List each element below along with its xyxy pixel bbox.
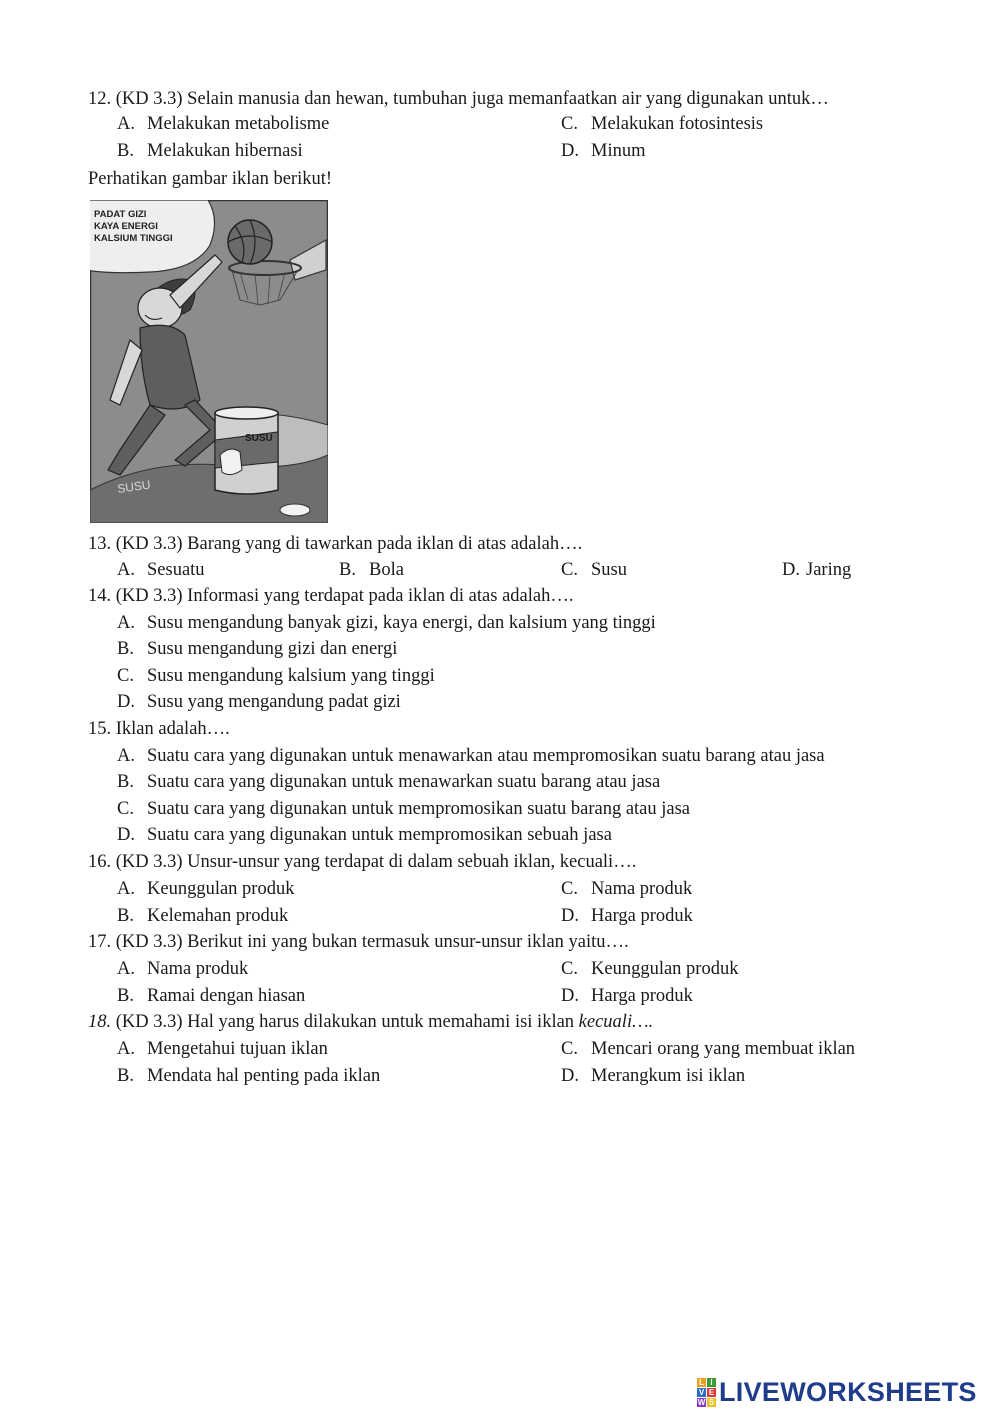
option-text: Keunggulan produk	[147, 879, 295, 899]
q13-option-d[interactable]	[782, 559, 851, 581]
q18-option-a[interactable]	[117, 1038, 328, 1060]
liveworksheets-wordmark: LIVEWORKSHEETS	[719, 1376, 977, 1407]
option-text: Harga produk	[591, 906, 693, 926]
option-letter: A.	[117, 114, 135, 134]
q12-number: 12.	[88, 89, 112, 109]
option-letter: D.	[561, 1066, 579, 1086]
q17-number: 17.	[88, 932, 112, 952]
option-letter: D.	[561, 986, 579, 1006]
option-letter: B.	[117, 772, 134, 792]
q17-option-d[interactable]	[561, 985, 693, 1007]
option-text: Jaring	[806, 560, 852, 580]
option-letter: A.	[117, 746, 135, 766]
milk-can-label: SUSU	[245, 433, 273, 444]
option-letter: D.	[561, 141, 579, 161]
option-text: Suatu cara yang digunakan untuk menawarkan atau mempromosikan suatu barang atau jasa	[147, 746, 825, 766]
option-text: Mengetahui tujuan iklan	[147, 1039, 328, 1059]
q18-stem	[88, 1011, 653, 1033]
option-text: Suatu cara yang digunakan untuk menawarkan suatu barang atau jasa	[147, 772, 661, 792]
option-text: Merangkum isi iklan	[591, 1066, 746, 1086]
q16-option-b[interactable]	[117, 905, 288, 927]
q16-text: (KD 3.3) Unsur-unsur yang terdapat di dalam sebuah iklan, kecuali….	[115, 852, 637, 872]
q15-option-a[interactable]	[117, 745, 825, 767]
logo-cell: V	[698, 1387, 705, 1397]
option-letter: A.	[117, 560, 135, 580]
q15-number: 15.	[88, 719, 112, 739]
q14-option-a[interactable]	[117, 612, 656, 634]
option-text: Susu mengandung banyak gizi, kaya energi, dan kalsium yang tinggi	[147, 613, 656, 633]
option-letter: A.	[117, 1039, 135, 1059]
option-text: Ramai dengan hiasan	[147, 986, 306, 1006]
option-letter: C.	[561, 879, 578, 899]
option-letter: C.	[561, 1039, 578, 1059]
option-text: Sesuatu	[147, 560, 205, 580]
bubble-line-3: KALSIUM TINGGI	[94, 233, 173, 244]
q15-option-c[interactable]	[117, 798, 690, 820]
ad-instruction: Perhatikan gambar iklan berikut!	[88, 169, 333, 189]
logo-cell: E	[708, 1387, 715, 1397]
q16-option-a[interactable]	[117, 878, 294, 900]
logo-cell: L	[697, 1378, 706, 1387]
option-letter: B.	[117, 639, 134, 659]
milk-ad-illustration	[90, 200, 328, 523]
option-text: Bola	[369, 560, 404, 580]
option-letter: D.	[117, 692, 135, 712]
q14-option-d[interactable]	[117, 691, 401, 713]
option-letter: C.	[561, 959, 578, 979]
q12-text: (KD 3.3) Selain manusia dan hewan, tumbuhan juga memanfaatkan air yang digunakan untuk…	[115, 89, 829, 109]
q15-option-b[interactable]	[117, 771, 660, 793]
q12-option-a[interactable]	[117, 113, 329, 135]
option-text: Nama produk	[147, 959, 249, 979]
q13-stem	[88, 533, 582, 555]
option-letter: C.	[117, 666, 134, 686]
q13-option-b[interactable]	[339, 559, 404, 581]
q13-option-c[interactable]	[561, 559, 627, 581]
option-text: Nama produk	[591, 879, 693, 899]
q18-option-b[interactable]	[117, 1065, 380, 1087]
q12-option-d[interactable]	[561, 140, 645, 162]
q18-text: (KD 3.3) Hal yang harus dilakukan untuk memahami isi iklan	[115, 1012, 579, 1032]
option-letter: A.	[117, 879, 135, 899]
q16-stem	[88, 851, 636, 873]
basketball	[228, 220, 272, 264]
option-text: Suatu cara yang digunakan untuk mempromosikan sebuah jasa	[147, 825, 612, 845]
option-letter: B.	[339, 560, 356, 580]
q17-option-c[interactable]	[561, 958, 738, 980]
option-text: Harga produk	[591, 986, 693, 1006]
option-text: Susu yang mengandung padat gizi	[147, 692, 401, 712]
q16-option-c[interactable]	[561, 878, 692, 900]
option-letter: D.	[117, 825, 135, 845]
q17-option-a[interactable]	[117, 958, 248, 980]
q14-option-b[interactable]	[117, 638, 397, 660]
option-letter: C.	[561, 560, 578, 580]
option-text: Mencari orang yang membuat iklan	[591, 1039, 856, 1059]
option-text: Melakukan metabolisme	[147, 114, 330, 134]
option-text: Melakukan hibernasi	[147, 141, 303, 161]
option-text: Mendata hal penting pada iklan	[147, 1066, 381, 1086]
ground-stone	[280, 504, 310, 516]
logo-cell: W	[697, 1397, 706, 1407]
q15-stem	[88, 718, 230, 740]
option-text: Susu mengandung kalsium yang tinggi	[147, 666, 435, 686]
option-letter: B.	[117, 141, 134, 161]
liveworksheets-logo-icon	[697, 1378, 716, 1407]
bubble-line-2: KAYA ENERGI	[94, 221, 158, 232]
ground-label: SUSU	[116, 477, 152, 496]
q16-option-d[interactable]	[561, 905, 693, 927]
option-letter: D.	[561, 906, 579, 926]
q16-number: 16.	[88, 852, 112, 872]
option-letter: A.	[117, 959, 135, 979]
bubble-line-1: PADAT GIZI	[94, 209, 147, 220]
option-text: Melakukan fotosintesis	[591, 114, 764, 134]
option-letter: B.	[117, 1066, 134, 1086]
q17-stem	[88, 931, 629, 953]
option-letter: C.	[561, 114, 578, 134]
option-letter: D.	[782, 560, 800, 580]
q18-number: 18.	[88, 1012, 112, 1032]
q14-number: 14.	[88, 586, 112, 606]
q18-option-c[interactable]	[561, 1038, 855, 1060]
q17-option-b[interactable]	[117, 985, 305, 1007]
option-text: Keunggulan produk	[591, 959, 739, 979]
option-text: Minum	[591, 141, 646, 161]
q18-text-emphasis: kecuali….	[578, 1012, 654, 1032]
milk-can-lid	[215, 407, 278, 419]
option-text: Susu	[591, 560, 627, 580]
option-text: Kelemahan produk	[147, 906, 289, 926]
q15-option-d[interactable]	[117, 824, 612, 846]
q13-option-a[interactable]	[117, 559, 205, 581]
q12-stem	[88, 88, 829, 110]
option-letter: B.	[117, 906, 134, 926]
cow-icon	[220, 449, 242, 474]
option-text: Susu mengandung gizi dan energi	[147, 639, 398, 659]
q14-stem	[88, 585, 573, 607]
option-letter: B.	[117, 986, 134, 1006]
q18-option-d[interactable]	[561, 1065, 745, 1087]
option-text: Suatu cara yang digunakan untuk mempromosikan suatu barang atau jasa	[147, 799, 691, 819]
q14-option-c[interactable]	[117, 665, 435, 687]
option-letter: C.	[117, 799, 134, 819]
q13-text: (KD 3.3) Barang yang di tawarkan pada iklan di atas adalah….	[115, 534, 583, 554]
q12-option-c[interactable]	[561, 113, 763, 135]
q14-text: (KD 3.3) Informasi yang terdapat pada iklan di atas adalah….	[115, 586, 574, 606]
option-letter: A.	[117, 613, 135, 633]
q13-number: 13.	[88, 534, 112, 554]
q15-text: Iklan adalah….	[115, 719, 230, 739]
logo-cell: I	[707, 1378, 716, 1387]
q17-text: (KD 3.3) Berikut ini yang bukan termasuk unsur-unsur iklan yaitu….	[115, 932, 629, 952]
q12-option-b[interactable]	[117, 140, 303, 162]
logo-cell: S	[708, 1397, 715, 1407]
liveworksheets-brand[interactable]	[697, 1378, 977, 1406]
